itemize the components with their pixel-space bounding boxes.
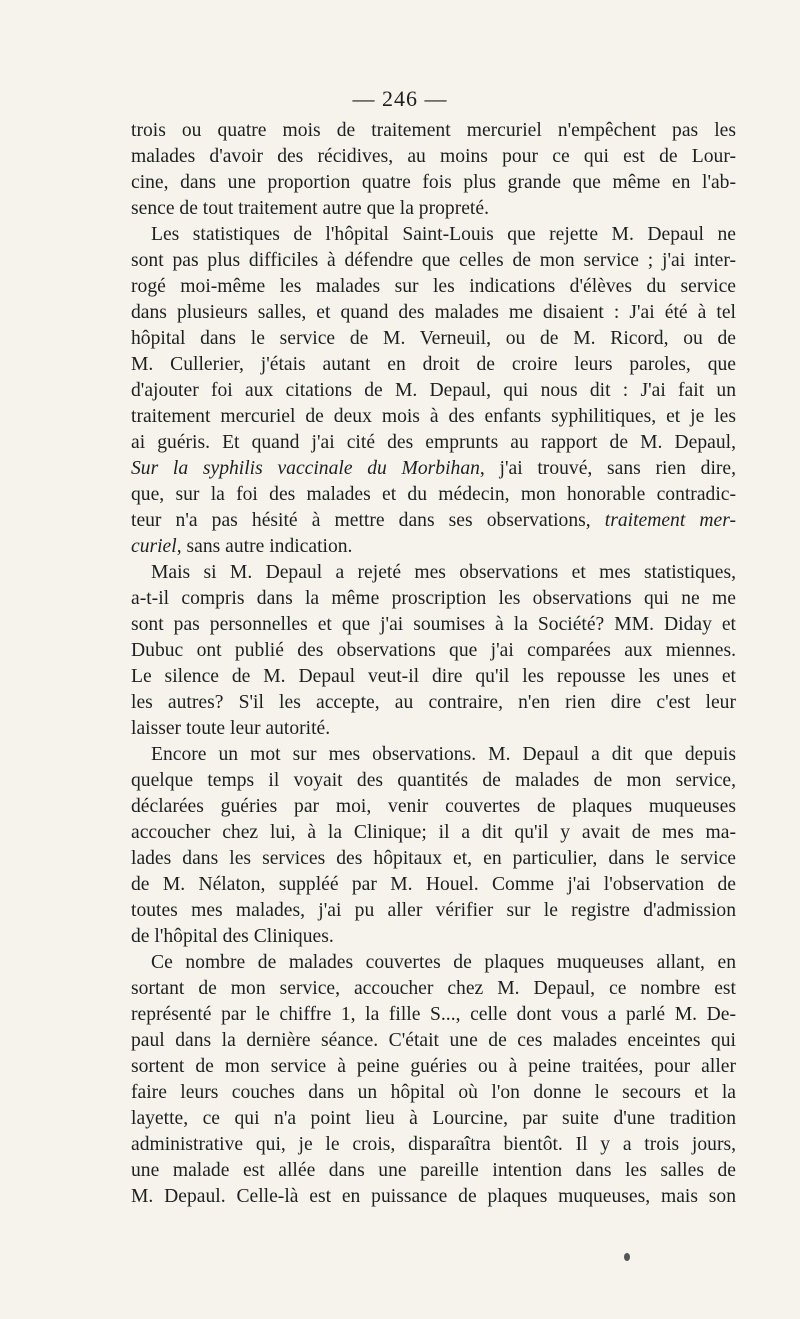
text-line [131,586,736,612]
text-segment: d'ajouter foi aux citations de M. Depaul, qui nous dit : J'ai fait un [131,380,736,401]
text-line [131,1054,736,1080]
text-segment: cine, dans une proportion quatre fois plus grande que même en l'ab- [131,172,736,193]
italic-text: curiel [131,536,177,557]
text-line [131,560,736,586]
text-segment: représenté par le chiffre 1, la fille S..., celle dont vous a parlé M. De- [131,1004,736,1025]
text-segment: malades d'avoir des récidives, au moins pour ce qui est de Lour- [131,146,736,167]
text-line [131,898,736,924]
text-line [131,508,736,534]
page-number: — 246 — [352,86,448,111]
text-line [131,924,736,950]
text-line [131,378,736,404]
text-line [131,482,736,508]
text-line [131,1028,736,1054]
text-line [131,1132,736,1158]
text-segment: une malade est allée dans une pareille intention dans les salles de [131,1160,736,1181]
text-segment: sont pas plus difficiles à défendre que celles de mon service ; j'ai inter- [131,250,736,271]
text-line [131,144,736,170]
text-segment: faire leurs couches dans un hôpital où l'on donne le secours et la [131,1082,736,1103]
text-segment: hôpital dans le service de M. Verneuil, ou de M. Ricord, ou de [131,328,736,349]
text-line [131,118,736,144]
text-segment: layette, ce qui n'a point lieu à Lourcine, par suite d'une tradition [131,1108,736,1129]
text-line [131,248,736,274]
text-line [131,430,736,456]
text-segment: , sans autre indication. [176,536,353,557]
text-segment: laisser toute leur autorité. [131,718,331,739]
text-segment: quelque temps il voyait des quantités de malades de mon service, [131,770,736,791]
italic-text: traitement mer- [604,510,737,531]
italic-text: Sur la syphilis vaccinale du Morbihan [131,458,480,479]
text-segment: sence de tout traitement autre que la propreté. [131,198,489,219]
text-line [131,1002,736,1028]
text-segment: sortant de mon service, accoucher chez M. Depaul, ce nombre est [131,978,736,999]
text-segment: sont pas personnelles et que j'ai soumises à la Société? MM. Diday et [131,614,736,635]
text-segment: teur n'a pas hésité à mettre dans ses observations, [131,510,605,531]
text-line [131,1080,736,1106]
text-line [131,638,736,664]
text-segment: M. Depaul. Celle-là est en puissance de plaques muqueuses, mais son [131,1186,736,1207]
text-line [131,716,736,742]
text-line [131,1158,736,1184]
text-segment: toutes mes malades, j'ai pu aller vérifier sur le registre d'admission [131,900,736,921]
text-segment: Le silence de M. Depaul veut-il dire qu'il les repousse les unes et [131,666,736,687]
text-line [131,456,736,482]
text-segment: administrative qui, je le crois, disparaîtra bientôt. Il y a trois jours, [131,1134,736,1155]
text-line [131,820,736,846]
text-line [131,326,736,352]
text-segment: rogé moi-même les malades sur les indications d'élèves du service [131,276,736,297]
text-segment: lades dans les services des hôpitaux et, en particulier, dans le service [131,848,736,869]
text-line [131,768,736,794]
text-line [131,794,736,820]
text-line [131,300,736,326]
text-line [131,196,736,222]
text-line [131,612,736,638]
ink-speck [624,1253,630,1261]
text-line [131,352,736,378]
text-segment: Mais si M. Depaul a rejeté mes observations et mes statistiques, [151,562,736,583]
text-segment: Dubuc ont publié des observations que j'ai comparées aux miennes. [131,640,736,661]
text-line [131,274,736,300]
text-segment: de l'hôpital des Cliniques. [131,926,334,947]
text-segment: les autres? S'il les accepte, au contraire, n'en rien dire c'est leur [131,692,736,713]
text-segment: , j'ai trouvé, sans rien dire, [479,458,737,479]
text-line [131,690,736,716]
text-segment: dans plusieurs salles, et quand des malades me disaient : J'ai été à tel [131,302,736,323]
text-segment: que, sur la foi des malades et du médecin, mon honorable contradic- [131,484,736,505]
text-segment: paul dans la dernière séance. C'était une de ces malades enceintes qui [131,1030,736,1051]
text-segment: Encore un mot sur mes observations. M. Depaul a dit que depuis [151,744,736,765]
text-line [131,846,736,872]
body-text [131,118,736,1210]
text-line [131,222,736,248]
text-segment: ai guéris. Et quand j'ai cité des emprunts au rapport de M. Depaul, [131,432,736,453]
text-segment: accoucher chez lui, à la Clinique; il a dit qu'il y avait de mes ma- [131,822,736,843]
text-segment: a-t-il compris dans la même proscription les observations qui ne me [131,588,736,609]
text-segment: déclarées guéries par moi, venir couvertes de plaques muqueuses [131,796,736,817]
text-line [131,950,736,976]
text-line [131,872,736,898]
text-line [131,534,736,560]
text-segment: sortent de mon service à peine guéries ou à peine traitées, pour aller [131,1056,736,1077]
text-line [131,170,736,196]
text-line [131,1184,736,1210]
text-segment: Ce nombre de malades couvertes de plaques muqueuses allant, en [151,952,736,973]
text-line [131,1106,736,1132]
text-segment: Les statistiques de l'hôpital Saint-Louis que rejette M. Depaul ne [151,224,736,245]
text-segment: trois ou quatre mois de traitement mercuriel n'empêchent pas les [131,120,736,141]
text-line [131,664,736,690]
text-segment: M. Cullerier, j'étais autant en droit de croire leurs paroles, que [131,354,736,375]
text-line [131,976,736,1002]
text-segment: traitement mercuriel de deux mois à des enfants syphilitiques, et je les [131,406,736,427]
text-line [131,742,736,768]
text-segment: de M. Nélaton, suppléé par M. Houel. Comme j'ai l'observation de [131,874,736,895]
text-line [131,404,736,430]
